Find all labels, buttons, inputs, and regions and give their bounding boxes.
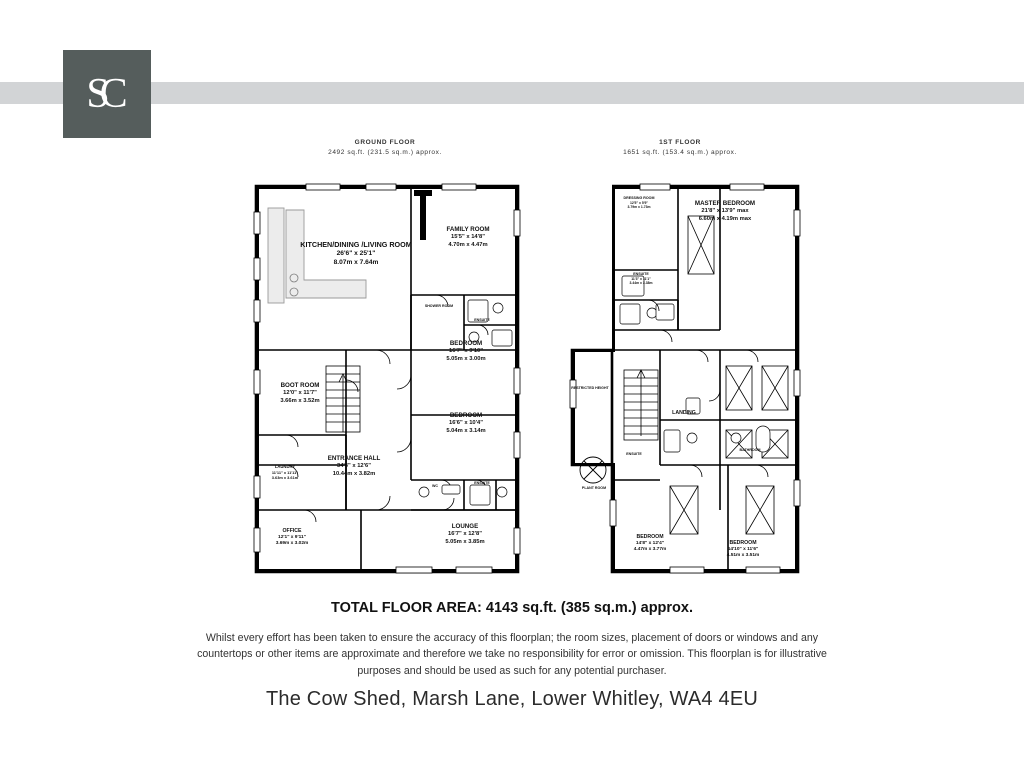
room-label-bathroom: BATHROOM [739,448,761,452]
room-label-bedroom-first-1: BEDROOM 14'8" x 12'4" 4.47m x 3.77m [633,534,667,553]
room-label-bedroom-ground-2: BEDROOM 16'6" x 10'4" 5.04m x 3.14m [446,412,486,435]
room-label-ensuite-first-1: ENSUITE 11'3" x 11'1" 3.44m x 3.38m [629,272,653,286]
room-label-bedroom-first-2: BEDROOM 14'10" x 11'6" 4.51m x 3.51m [726,540,760,559]
room-label-lounge: LOUNGE 16'7" x 12'8" 5.05m x 3.85m [445,523,485,546]
first-floor-drawing [560,180,810,580]
room-label-family-room: FAMILY ROOM 15'5" x 14'8" 4.70m x 4.47m [446,226,490,249]
room-label-restricted-height: RESTRICTED HEIGHT [571,386,609,390]
room-label-landing: LANDING [672,410,696,416]
room-label-laundry: LAUNDRY 11'11" x 11'11" 3.63m x 3.61m [271,464,299,480]
room-label-entrance-hall: ENTRANCE HALL 34'3" x 12'6" 10.44m x 3.82m [327,455,381,478]
room-label-ensuite-ground-1: ENSUITE [474,318,490,322]
room-label-wc: WC [432,484,438,488]
total-floor-area: TOTAL FLOOR AREA: 4143 sq.ft. (385 sq.m.) approx. [330,600,694,616]
property-address: The Cow Shed, Marsh Lane, Lower Whitley, WA4 4EU [265,688,759,710]
room-label-bedroom-ground-1: BEDROOM 16'7" x 9'10" 5.05m x 3.00m [446,340,486,363]
room-label-office: OFFICE 12'1" x 9'11" 3.69m x 3.02m [275,528,309,547]
ground-floor-title: GROUND FLOOR 2492 sq.ft. (231.5 sq.m.) approx. [328,139,442,157]
room-label-master-bedroom: MASTER BEDROOM 21'8" x 13'9" max 6.60m x 4.19m max [694,200,756,223]
room-label-shower-room: SHOWER ROOM [424,304,454,308]
header-band [0,82,1024,104]
room-label-boot-room: BOOT ROOM 12'0" x 11'7" 3.66m x 3.52m [280,382,320,405]
first-floor-title: 1ST FLOOR 1651 sq.ft. (153.4 sq.m.) approx. [623,139,737,157]
room-label-ensuite-first-2: ENSUITE [626,452,642,456]
room-label-plant-room: PLANT ROOM [581,486,607,490]
room-label-ensuite-ground-2: ENSUITE [474,481,490,485]
disclaimer-text: Whilst every effort has been taken to ensure the accuracy of this floorplan; the room sizes, placement of doors or windows and any countertops or other items are approximate and therefore we take no responsibility for error or omission. This floorplan is for illustrative purposes and should be used as such for any potential purchaser. [197,632,827,677]
room-label-dressing-room: DRESSING ROOM 12'5" x 5'9" 3.79m x 1.73m [623,196,655,210]
room-label-kitchen-dining-living: KITCHEN/DINING /LIVING ROOM 26'6" x 25'1" 8.07m x 7.64m [300,240,412,266]
logo-text: SC [86,71,118,117]
first-floor-plan [560,180,810,580]
logo [63,50,151,138]
